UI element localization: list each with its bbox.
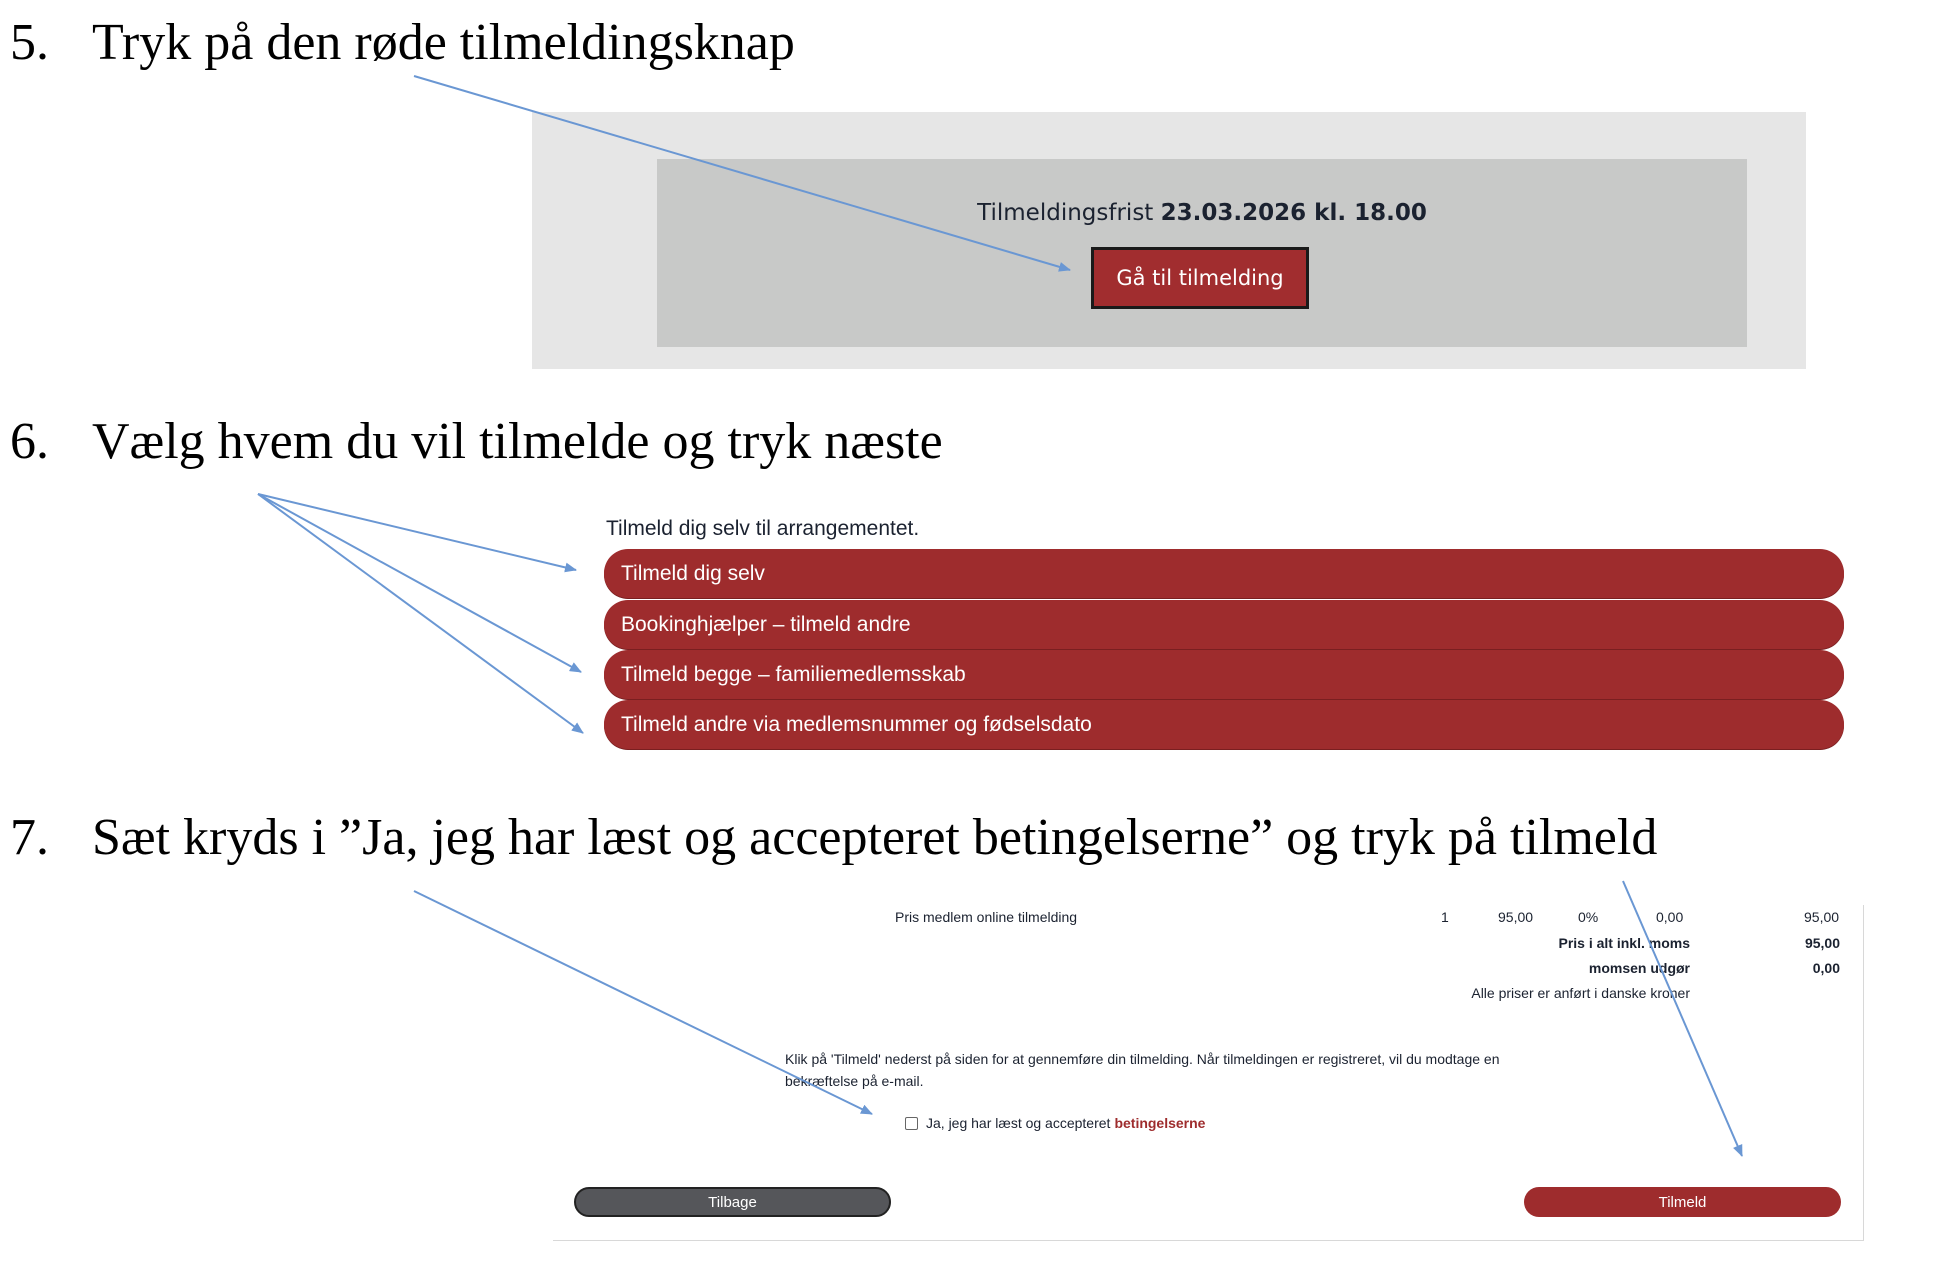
submit-registration-button[interactable]: Tilmeld — [1524, 1187, 1841, 1217]
step-text: Vælg hvem du vil tilmelde og tryk næste — [92, 413, 943, 470]
step-5-heading — [10, 13, 795, 73]
vat-value: 0,00 — [1812, 960, 1840, 976]
step-text: Sæt kryds i ”Ja, jeg har læst og accepteret betingelserne” og tryk på tilmeld — [92, 809, 1658, 866]
line-item-description: Pris medlem online tilmelding — [895, 909, 1078, 925]
checkout-info-text: Klik på 'Tilmeld' nederst på siden for at gennemføre din tilmelding. Når tilmeldingen er registreret, vil du modtage en bekræftelse på e-mail. — [785, 1051, 1500, 1089]
total-value: 95,00 — [1804, 935, 1840, 951]
total-label: Pris i alt inkl. moms — [1558, 935, 1690, 951]
line-item-total: 95,00 — [1804, 909, 1840, 925]
arrow-step6-b — [258, 494, 581, 672]
vat-label: momsen udgør — [1588, 960, 1690, 976]
step-number: 5. — [10, 14, 49, 71]
line-item-vat: 0,00 — [1656, 909, 1684, 925]
step-7-heading — [10, 808, 1657, 868]
line-item-price: 95,00 — [1498, 909, 1534, 925]
currency-note: Alle priser er anført i danske kroner — [1471, 985, 1690, 1001]
line-item-qty: 1 — [1441, 909, 1449, 925]
step-number: 7. — [10, 809, 49, 866]
booking-helper-button[interactable]: Bookinghjælper – tilmeld andre — [604, 600, 1844, 649]
line-item-vat-rate: 0% — [1578, 909, 1599, 925]
registration-deadline — [657, 200, 1747, 226]
register-both-button[interactable]: Tilmeld begge – familiemedlemsskab — [604, 650, 1844, 699]
register-others-button[interactable]: Tilmeld andre via medlemsnummer og fødselsdato — [604, 700, 1844, 749]
arrow-step6-c — [258, 494, 583, 733]
back-button[interactable]: Tilbage — [574, 1187, 891, 1217]
terms-checkbox[interactable] — [905, 1117, 918, 1130]
terms-link[interactable]: betingelserne — [1114, 1115, 1206, 1131]
deadline-label: Tilmeldingsfrist — [977, 200, 1154, 226]
register-self-button[interactable]: Tilmeld dig selv — [604, 549, 1844, 598]
step-text: Tryk på den røde tilmeldingsknap — [92, 14, 795, 71]
deadline-value: 23.03.2026 kl. 18.00 — [1160, 200, 1427, 226]
go-to-registration-button[interactable]: Gå til tilmelding — [1091, 247, 1309, 309]
step-number: 6. — [10, 413, 49, 470]
step-6-heading — [10, 412, 943, 472]
terms-checkbox-row — [905, 1115, 1205, 1131]
terms-checkbox-label: Ja, jeg har læst og accepteret — [926, 1115, 1111, 1131]
registration-intro: Tilmeld dig selv til arrangementet. — [606, 517, 920, 540]
arrow-step6-a — [258, 494, 576, 570]
